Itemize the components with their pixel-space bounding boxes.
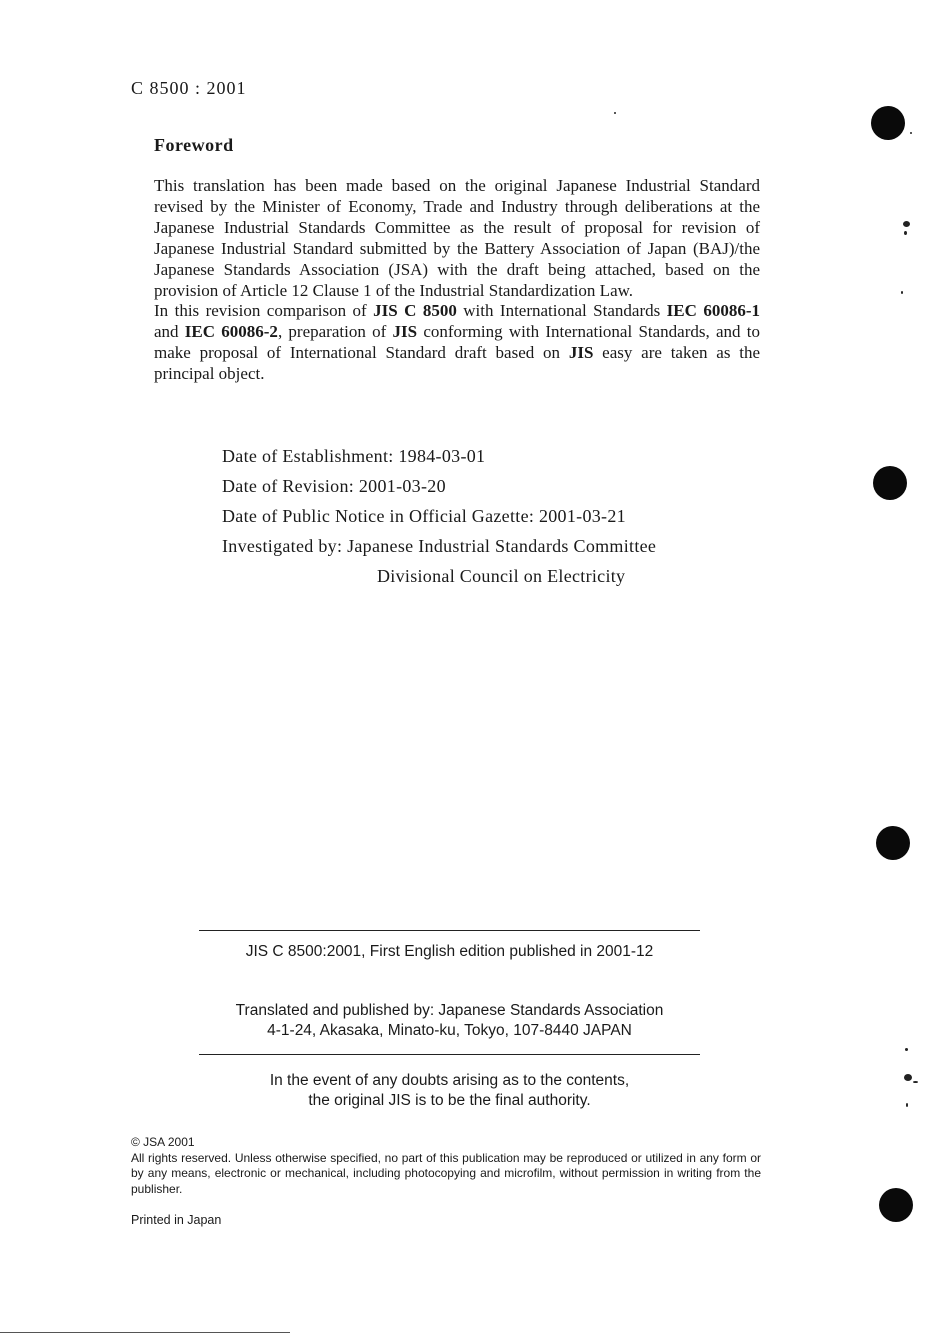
foreword-title: Foreword <box>154 135 234 155</box>
para2-jis-2: JIS <box>568 343 594 363</box>
footer-rule <box>0 1332 290 1333</box>
para2-jis-1: JIS <box>392 322 418 342</box>
investigated-by: Investigated by: Japanese Industrial Standards Committee <box>222 536 657 556</box>
divider-top <box>199 930 700 931</box>
scan-speck <box>913 1081 918 1083</box>
foreword-paragraph-2 <box>154 301 760 385</box>
para2-standard-jis-c8500: JIS C 8500 <box>373 301 457 321</box>
edition-line: JIS C 8500:2001, First English edition published in 2001-12 <box>245 943 654 960</box>
para2-text-4: , preparation of <box>277 322 393 342</box>
para2-text-2: with International Standards <box>456 301 667 321</box>
scan-speck <box>910 132 912 134</box>
para2-standard-iec-60086-1: IEC 60086-1 <box>666 301 760 321</box>
para2-text-3: and <box>154 322 185 342</box>
divider-bottom <box>199 1054 700 1055</box>
scan-speck <box>904 231 907 235</box>
scan-speck <box>906 1103 908 1107</box>
para2-text-5: conforming with International Standards, and to make proposal of International Standard draft based on <box>154 322 760 363</box>
publisher-line-1: Translated and published by: Japanese Standards Association <box>235 1002 664 1019</box>
punch-hole <box>879 1188 913 1222</box>
divisional-council: Divisional Council on Electricity <box>377 566 626 586</box>
scan-speck <box>905 1048 908 1051</box>
para2-text-6: easy are taken as the principal object. <box>154 343 760 384</box>
scan-speck <box>901 291 903 294</box>
foreword-body <box>154 176 760 385</box>
punch-hole <box>873 466 907 500</box>
rights-statement: All rights reserved. Unless otherwise specified, no part of this publication may be reproduced or utilized in any form or by any means, electronic or mechanical, including photocopying and microfilm, without permission in writing from the publisher. <box>131 1151 761 1196</box>
date-of-revision: Date of Revision: 2001-03-20 <box>222 476 446 496</box>
authority-note-line-2: the original JIS is to be the final authority. <box>308 1092 591 1109</box>
date-of-establishment: Date of Establishment: 1984-03-01 <box>222 446 486 466</box>
para2-standard-iec-60086-2: IEC 60086-2 <box>184 322 278 342</box>
publisher-address: 4-1-24, Akasaka, Minato-ku, Tokyo, 107-8440 JAPAN <box>267 1022 632 1039</box>
document-id: C 8500 : 2001 <box>131 78 247 98</box>
date-of-public-notice: Date of Public Notice in Official Gazette: 2001-03-21 <box>222 506 626 526</box>
printed-in: Printed in Japan <box>131 1213 222 1227</box>
para2-text-1: In this revision comparison of <box>154 301 374 321</box>
copyright-notice: © JSA 2001 <box>131 1135 195 1149</box>
foreword-paragraph-1: This translation has been made based on the original Japanese Industrial Standard revised by the Minister of Economy, Trade and Industry through deliberations at the Japanese Industrial Standards Committee as the result of proposal for revision of Japanese Industrial Standard submitted by the Battery Association of Japan (BAJ)/the Japanese Standards Association (JSA) with the draft being attached, based on the provision of Article 12 Clause 1 of the Industrial Standardization Law. <box>154 176 760 300</box>
punch-hole <box>876 826 910 860</box>
punch-hole <box>871 106 905 140</box>
scan-speck <box>614 112 616 114</box>
authority-note-line-1: In the event of any doubts arising as to the contents, <box>269 1072 630 1089</box>
scan-speck <box>903 221 910 227</box>
scan-speck <box>904 1074 912 1081</box>
